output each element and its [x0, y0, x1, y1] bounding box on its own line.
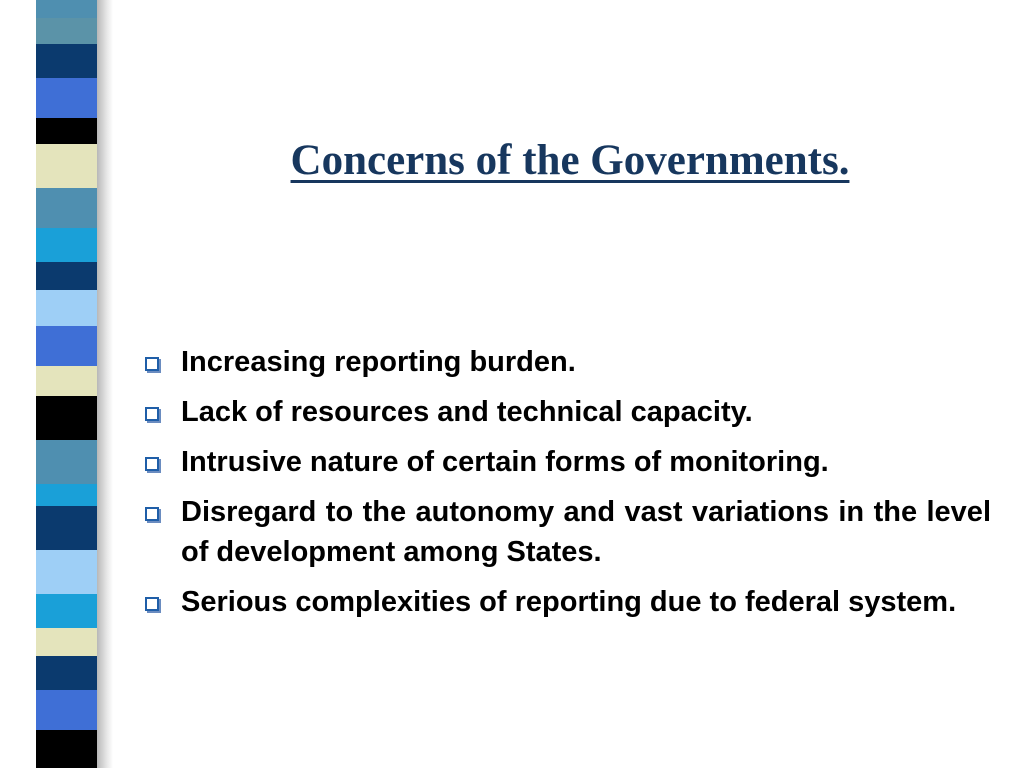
bullet-text: Increasing reporting burden. — [181, 346, 576, 378]
square-bullet-icon — [145, 507, 159, 521]
slide-title-text: Concerns of the Governments. — [290, 137, 850, 184]
bullet-text: Disregard to the autonomy and vast variations in the level of development among States. — [181, 496, 991, 568]
square-bullet-icon — [145, 357, 159, 371]
stripe-shadow — [97, 0, 113, 768]
bullet-item — [145, 582, 991, 622]
bullet-text: Serious complexities of reporting due to federal system. — [181, 586, 957, 618]
bullet-text: Intrusive nature of certain forms of monitoring. — [181, 446, 829, 478]
square-bullet-icon — [145, 407, 159, 421]
bullet-list — [145, 342, 991, 632]
slide-title — [140, 136, 1000, 185]
bullet-item — [145, 492, 991, 572]
bullet-item — [145, 392, 991, 432]
square-bullet-icon — [145, 457, 159, 471]
bullet-item — [145, 442, 991, 482]
square-bullet-icon — [145, 597, 159, 611]
decorative-stripe-bar — [36, 0, 98, 768]
bullet-text: Lack of resources and technical capacity. — [181, 396, 753, 428]
bullet-item — [145, 342, 991, 382]
